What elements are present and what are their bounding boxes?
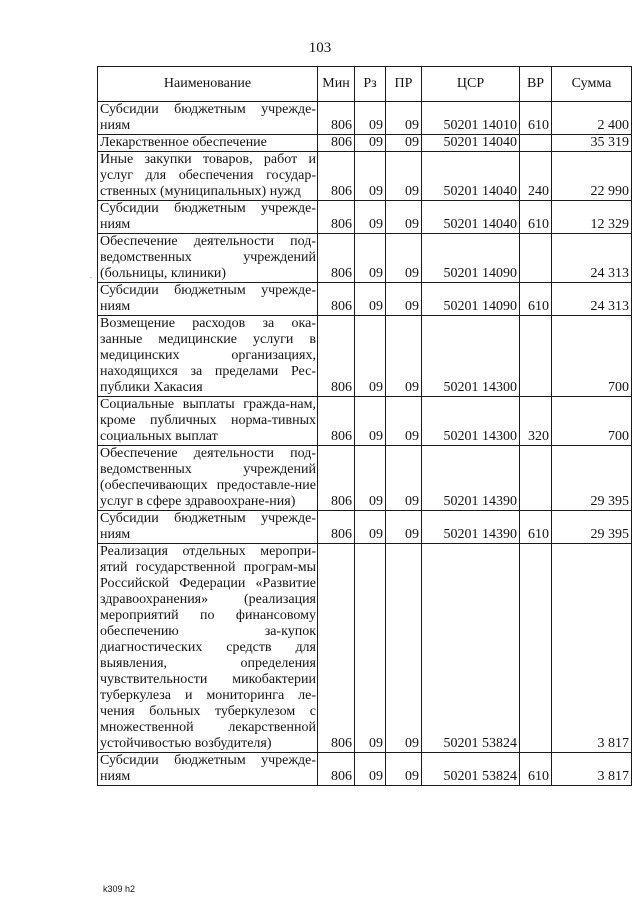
row-pr: 09	[386, 316, 422, 397]
row-name: Обеспечение деятельности под-ведомственных учреждений (больницы, клиники)	[98, 234, 318, 283]
row-rz: 09	[355, 397, 386, 446]
row-min: 806	[318, 234, 355, 283]
row-vr: 610	[520, 102, 552, 135]
row-vr: 320	[520, 397, 552, 446]
row-rz: 09	[355, 511, 386, 544]
row-vr: 610	[520, 283, 552, 316]
row-name: Иные закупки товаров, работ и услуг для обеспечения государ-ственных (муниципальных) нужд	[98, 152, 318, 201]
row-vr: 610	[520, 201, 552, 234]
table-row	[98, 135, 632, 152]
row-rz: 09	[355, 135, 386, 152]
row-pr: 09	[386, 753, 422, 786]
row-csr: 50201 14040	[422, 201, 520, 234]
row-pr: 09	[386, 234, 422, 283]
row-sum: 700	[552, 316, 632, 397]
row-min: 806	[318, 397, 355, 446]
row-rz: 09	[355, 316, 386, 397]
row-min: 806	[318, 201, 355, 234]
row-rz: 09	[355, 102, 386, 135]
row-csr: 50201 14300	[422, 316, 520, 397]
row-vr: 610	[520, 511, 552, 544]
table-row	[98, 316, 632, 397]
header-min: Мин	[318, 67, 355, 102]
header-rz: Рз	[355, 67, 386, 102]
row-csr: 50201 14040	[422, 135, 520, 152]
row-csr: 50201 14390	[422, 446, 520, 511]
row-min: 806	[318, 152, 355, 201]
row-pr: 09	[386, 397, 422, 446]
row-min: 806	[318, 283, 355, 316]
row-name: Возмещение расходов за ока-занные медицинские услуги в медицинских организациях, находящихся за пределами Рес-публики Хакасия	[98, 316, 318, 397]
row-vr	[520, 135, 552, 152]
table-row	[98, 102, 632, 135]
header-sum: Сумма	[552, 67, 632, 102]
row-sum: 3 817	[552, 544, 632, 753]
header-name: Наименование	[98, 67, 318, 102]
row-min: 806	[318, 135, 355, 152]
row-min: 806	[318, 511, 355, 544]
row-rz: 09	[355, 201, 386, 234]
row-pr: 09	[386, 102, 422, 135]
row-sum: 24 313	[552, 283, 632, 316]
row-vr	[520, 316, 552, 397]
row-rz: 09	[355, 152, 386, 201]
table-header	[98, 67, 632, 102]
row-csr: 50201 14010	[422, 102, 520, 135]
row-sum: 29 395	[552, 446, 632, 511]
row-pr: 09	[386, 135, 422, 152]
page-number: 103	[308, 40, 332, 56]
row-name: Субсидии бюджетным учрежде-ниям	[98, 511, 318, 544]
header-row	[98, 67, 632, 102]
header-csr: ЦСР	[422, 67, 520, 102]
row-min: 806	[318, 446, 355, 511]
row-name: Социальные выплаты гражда-нам, кроме публичных норма-тивных социальных выплат	[98, 397, 318, 446]
row-sum: 700	[552, 397, 632, 446]
row-sum: 3 817	[552, 753, 632, 786]
row-sum: 22 990	[552, 152, 632, 201]
row-name: Реализация отдельных меропри-ятий государственной програм-мы Российской Федерации «Развитие здравоохранения» (реализация мероприятий по финансовому обеспечению за-купок диагностических средств для выявления, определения чувствительности микобактерии туберкулеза и мониторинга ле-чения больных туберкулезом с множественной лекарственной устойчивостью возбудителя)	[98, 544, 318, 753]
table-body	[98, 102, 632, 786]
row-rz: 09	[355, 283, 386, 316]
row-csr: 50201 14390	[422, 511, 520, 544]
row-name: Субсидии бюджетным учрежде-ниям	[98, 201, 318, 234]
table-row	[98, 283, 632, 316]
row-csr: 50201 14090	[422, 283, 520, 316]
row-vr	[520, 544, 552, 753]
row-csr: 50201 14300	[422, 397, 520, 446]
table-row	[98, 234, 632, 283]
row-min: 806	[318, 544, 355, 753]
row-vr: 240	[520, 152, 552, 201]
table-row	[98, 446, 632, 511]
table-row	[98, 511, 632, 544]
row-rz: 09	[355, 446, 386, 511]
row-sum: 12 329	[552, 201, 632, 234]
row-name: Обеспечение деятельности под-ведомственных учреждений (обеспечивающих предоставле-ние услуг в сфере здравоохране-ния)	[98, 446, 318, 511]
document-code: k309 h2	[103, 884, 136, 894]
row-sum: 24 313	[552, 234, 632, 283]
row-csr: 50201 14090	[422, 234, 520, 283]
row-vr	[520, 234, 552, 283]
stray-mark: .	[90, 271, 92, 280]
table-row	[98, 201, 632, 234]
row-min: 806	[318, 102, 355, 135]
table-row	[98, 753, 632, 786]
row-rz: 09	[355, 753, 386, 786]
row-min: 806	[318, 753, 355, 786]
row-sum: 29 395	[552, 511, 632, 544]
table-row	[98, 397, 632, 446]
row-pr: 09	[386, 544, 422, 753]
row-min: 806	[318, 316, 355, 397]
header-pr: ПР	[386, 67, 422, 102]
row-csr: 50201 53824	[422, 753, 520, 786]
row-pr: 09	[386, 283, 422, 316]
row-csr: 50201 53824	[422, 544, 520, 753]
header-vr: ВР	[520, 67, 552, 102]
row-pr: 09	[386, 152, 422, 201]
row-vr: 610	[520, 753, 552, 786]
row-name: Субсидии бюджетным учрежде-ниям	[98, 753, 318, 786]
row-pr: 09	[386, 201, 422, 234]
row-rz: 09	[355, 544, 386, 753]
budget-table	[97, 66, 632, 786]
row-pr: 09	[386, 511, 422, 544]
row-vr	[520, 446, 552, 511]
table-row	[98, 152, 632, 201]
row-name: Субсидии бюджетным учрежде-ниям	[98, 102, 318, 135]
row-name: Субсидии бюджетным учрежде-ниям	[98, 283, 318, 316]
row-pr: 09	[386, 446, 422, 511]
row-sum: 2 400	[552, 102, 632, 135]
row-csr: 50201 14040	[422, 152, 520, 201]
row-name: Лекарственное обеспечение	[98, 135, 318, 152]
row-sum: 35 319	[552, 135, 632, 152]
table-row	[98, 544, 632, 753]
row-rz: 09	[355, 234, 386, 283]
